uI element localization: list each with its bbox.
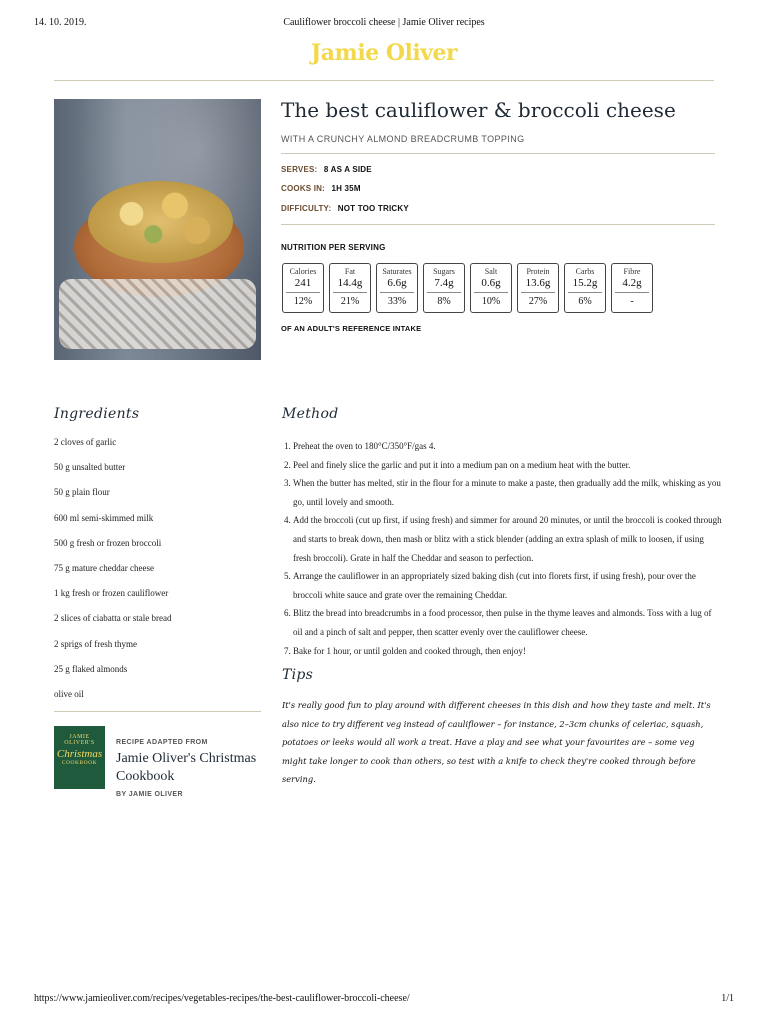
difficulty-value: NOT TOO TRICKY: [337, 204, 409, 213]
nutrition-value: 7.4g: [427, 276, 461, 293]
ingredient-item: 50 g unsalted butter: [54, 462, 126, 473]
nutrition-label: Saturates: [382, 267, 412, 276]
method-steps: [282, 437, 723, 660]
method-step: 2. Peel and finely slice the garlic and put it into a medium pan on a medium heat with the butter.: [293, 456, 723, 475]
tips-heading: Tips: [282, 667, 314, 683]
header-divider: [54, 80, 714, 81]
ingredient-item: 1 kg fresh or frozen cauliflower: [54, 588, 169, 599]
cooks-in-label: COOKS IN:: [281, 184, 326, 193]
method-step: 7. Bake for 1 hour, or until golden and cooked through, then enjoy!: [293, 642, 723, 661]
print-document-title: Cauliflower broccoli cheese | Jamie Oliver recipes: [283, 17, 485, 28]
nutrition-footnote: OF AN ADULT'S REFERENCE INTAKE: [281, 324, 422, 333]
nutrition-percent: 8%: [437, 296, 451, 307]
method-step: 3. When the butter has melted, stir in the flour for a minute to make a paste, then gradually add the milk, whisking as you go, until lovely and smooth.: [293, 474, 723, 511]
ingredients-heading: Ingredients: [54, 406, 140, 422]
serves-label: SERVES:: [281, 165, 318, 174]
method-step: 6. Blitz the bread into breadcrumbs in a food processor, then pulse in the thyme leaves and almonds. Toss with a lug of oil and a pinch of salt and pepper, then scatter evenly over the cauliflower cheese.: [293, 604, 723, 641]
difficulty-row: [281, 204, 409, 213]
ingredient-item: 2 cloves of garlic: [54, 437, 117, 447]
nutrition-fat: [329, 263, 371, 313]
ingredients-list: [54, 437, 259, 714]
brand-logo[interactable]: Jamie Oliver: [310, 40, 458, 66]
nutrition-grid: [282, 263, 653, 313]
nutrition-fibre: [611, 263, 653, 313]
ingredient-item: 25 g flaked almonds: [54, 663, 128, 674]
book-cover-text: OLIVER'S: [64, 740, 95, 746]
nutrition-percent: 10%: [481, 296, 501, 307]
ingredient-item: 2 slices of ciabatta or stale bread: [54, 613, 172, 624]
nutrition-heading: NUTRITION PER SERVING: [281, 243, 386, 252]
cooks-in-value: 1H 35M: [331, 184, 361, 193]
title-divider: [281, 153, 715, 154]
nutrition-percent: 33%: [387, 296, 407, 307]
nutrition-label: Carbs: [575, 267, 595, 276]
recipe-title: The best cauliflower & broccoli cheese: [281, 98, 676, 122]
adapted-from-label: RECIPE ADAPTED FROM: [116, 739, 208, 746]
nutrition-value: 6.6g: [380, 276, 414, 293]
book-byline: BY JAMIE OLIVER: [116, 791, 183, 798]
book-cover-image[interactable]: [54, 726, 105, 789]
ingredient-item: 50 g plain flour: [54, 487, 110, 498]
serves-row: [281, 165, 372, 174]
book-cover-text: JAMIE: [69, 734, 90, 740]
cooks-in-row: [281, 184, 361, 193]
ingredient-item: 2 sprigs of fresh thyme: [54, 638, 137, 649]
nutrition-label: Fat: [344, 267, 356, 276]
method-heading: Method: [282, 406, 339, 422]
ingredient-item: 500 g fresh or frozen broccoli: [54, 537, 162, 548]
nutrition-value: 241: [286, 276, 320, 293]
serves-value: 8 AS A SIDE: [323, 165, 372, 174]
tips-text: It's really good fun to play around with different cheeses in this dish and how they taste and melt. It's also nice to try different veg instead of cauliflower – for instance, 2–3cm chunks of celeriac, squash, potatoes or leeks would all work a treat. Have a play and see what your favourites are – some veg might take longer to cook than others, so test with a knife to check they're cooked through before serving.: [282, 700, 711, 785]
book-title-link[interactable]: Jamie Oliver's Christmas Cookbook: [116, 751, 257, 784]
nutrition-percent: 6%: [578, 296, 592, 307]
nutrition-carbs: [564, 263, 606, 313]
meta-divider: [281, 224, 715, 225]
method-step: 1. Preheat the oven to 180°C/350°F/gas 4.: [293, 437, 723, 456]
ingredient-item: olive oil: [54, 688, 84, 699]
nutrition-sugars: [423, 263, 465, 313]
recipe-subtitle: WITH A CRUNCHY ALMOND BREADCRUMB TOPPING: [281, 134, 525, 144]
ingredient-item: 600 ml semi-skimmed milk: [54, 512, 154, 523]
nutrition-label: Salt: [484, 267, 498, 276]
nutrition-value: 15.2g: [568, 276, 602, 293]
nutrition-protein: [517, 263, 559, 313]
book-cover-text: COOKBOOK: [61, 760, 98, 766]
print-url[interactable]: https://www.jamieoliver.com/recipes/vegetables-recipes/the-best-cauliflower-broccoli-cheese/: [34, 993, 410, 1004]
nutrition-percent: -: [630, 296, 634, 307]
difficulty-label: DIFFICULTY:: [281, 204, 332, 213]
nutrition-value: 13.6g: [521, 276, 555, 293]
ingredients-divider: [54, 711, 261, 712]
nutrition-percent: 27%: [528, 296, 548, 307]
nutrition-label: Protein: [526, 267, 550, 276]
nutrition-percent: 12%: [293, 296, 313, 307]
nutrition-label: Sugars: [433, 267, 455, 276]
method-step: 5. Arrange the cauliflower in an appropriately sized baking dish (cut into florets first, if using fresh), pour over the broccoli white sauce and grate over the remaining Cheddar.: [293, 567, 723, 604]
nutrition-saturates: [376, 263, 418, 313]
nutrition-percent: 21%: [340, 296, 360, 307]
method-step: 4. Add the broccoli (cut up first, if using fresh) and simmer for around 20 minutes, or until the broccoli is cooked through and starts to break down, then mash or blitz with a stick blender (adding an extra splash of milk to loosen, if using fresh broccoli). Grate in half the Cheddar and season to perfection.: [293, 511, 723, 567]
nutrition-calories: [282, 263, 324, 313]
nutrition-label: Fibre: [623, 267, 641, 276]
print-date: 14. 10. 2019.: [34, 17, 87, 28]
nutrition-label: Calories: [289, 267, 317, 276]
nutrition-value: 14.4g: [333, 276, 367, 293]
nutrition-value: 0.6g: [474, 276, 508, 293]
print-page-number: 1/1: [721, 993, 734, 1004]
recipe-photo: [54, 99, 261, 360]
nutrition-salt: [470, 263, 512, 313]
ingredient-item: 75 g mature cheddar cheese: [54, 562, 154, 573]
book-cover-text: Christmas: [56, 748, 103, 760]
nutrition-value: 4.2g: [615, 276, 649, 293]
